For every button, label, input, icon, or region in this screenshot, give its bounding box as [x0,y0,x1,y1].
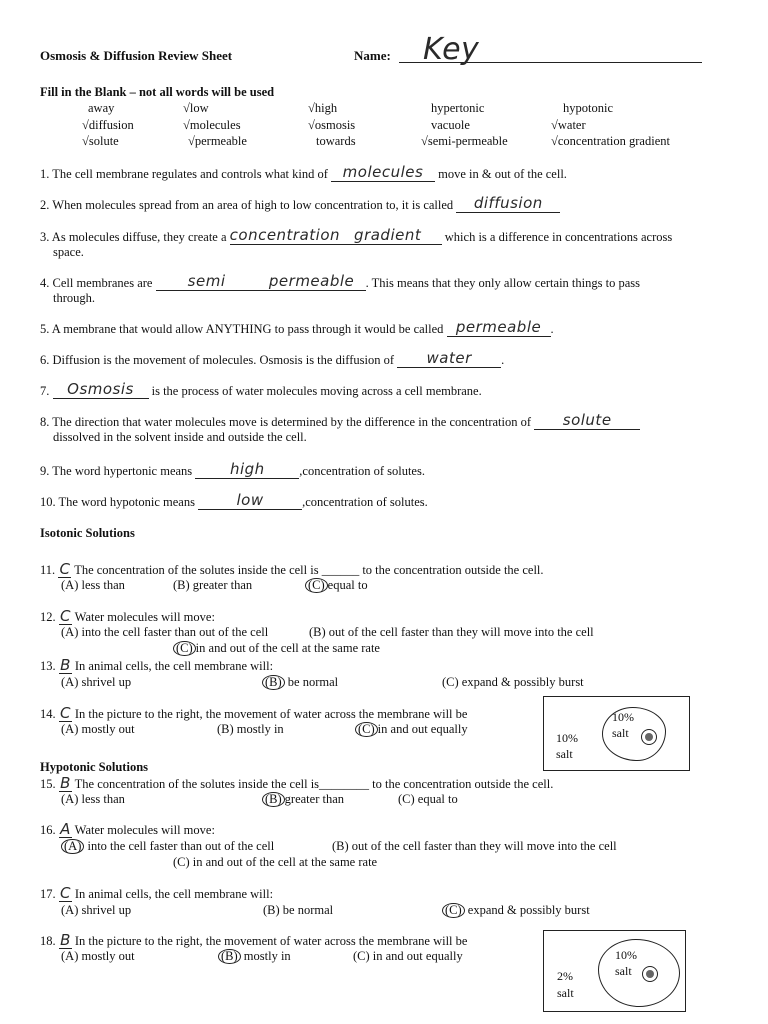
name-label: Name: [354,48,391,63]
option-c[interactable]: (C) expand & possibly burst [442,675,584,689]
option-a[interactable]: (A) shrivel up [61,903,132,917]
option-b[interactable]: (B) out of the cell faster than they will move into the cell [332,839,617,853]
inside-concentration: 10% [612,710,634,724]
answer-blank[interactable]: B [60,931,71,949]
answer-blank[interactable]: A [60,820,71,838]
question-13: 13. B In animal cells, the cell membrane will: [40,656,274,674]
question-6: 6. Diffusion is the movement of molecules. Osmosis is the diffusion of water . [40,349,505,367]
outside-concentration: 10% [556,731,578,745]
option-a[interactable]: (A) mostly out [61,722,135,736]
question-8-continued: dissolved in the solvent inside and outside the cell. [53,430,307,444]
word-bank-item: √osmosis [308,118,356,132]
option-a[interactable]: (A) into the cell faster than out of the cell [61,625,269,639]
question-11: 11. C The concentration of the solutes inside the cell is ______ to the concentration outside the cell. [40,560,544,578]
inside-solute: salt [615,964,632,978]
answer-blank[interactable]: permeable [447,321,551,337]
question-3-continued: space. [53,245,84,259]
isotonic-heading: Isotonic Solutions [40,526,135,540]
question-3: 3. As molecules diffuse, they create a concentration gradient which is a difference in concentrations across [40,226,673,244]
name-field[interactable] [399,32,702,67]
option-b[interactable]: (B) be normal [263,903,334,917]
question-9: 9. The word hypertonic means high ,concentration of solutes. [40,460,425,478]
word-bank-item: √concentration gradient [551,134,670,148]
word-bank-item: hypertonic [431,101,485,115]
word-bank-item: √low [183,101,209,115]
option-c-selected[interactable]: (C) expand & possibly burst [442,903,590,918]
option-a-selected[interactable]: (A) into the cell faster than out of the cell [61,839,274,854]
question-4-continued: through. [53,291,96,305]
answer-blank[interactable]: C [59,560,71,578]
answer-blank[interactable]: C [60,704,71,722]
word-bank-item: √molecules [183,118,241,132]
question-5: 5. A membrane that would allow ANYTHING to pass through it would be called permeable . [40,318,554,336]
question-1: 1. The cell membrane regulates and controls what kind of molecules move in & out of the cell. [40,163,567,181]
word-bank-item: towards [316,134,356,148]
question-18: 18. B In the picture to the right, the movement of water across the membrane will be [40,931,468,949]
question-15: 15. B The concentration of the solutes inside the cell is________ to the concentration outside the cell. [40,774,554,792]
outside-concentration: 2% [557,969,573,983]
option-b-selected[interactable]: (B) mostly in [218,949,291,964]
option-b-selected[interactable]: (B) greater than [262,792,344,807]
word-bank-item: √high [308,101,338,115]
question-12: 12. C Water molecules will move: [40,607,215,625]
answer-blank[interactable]: concentration [229,226,341,244]
question-4: 4. Cell membranes are semi permeable . This means that they only allow certain things to pass [40,272,640,290]
inside-concentration: 10% [615,948,637,962]
outside-solute: salt [556,747,573,761]
question-14: 14. C In the picture to the right, the movement of water across the membrane will be [40,704,468,722]
word-bank-item: √water [551,118,586,132]
option-c[interactable]: (C) in and out equally [353,949,463,963]
option-a[interactable]: (A) less than [61,578,125,592]
answer-blank[interactable]: Osmosis [53,383,149,399]
answer-blank[interactable]: water [397,352,501,368]
answer-blank[interactable]: molecules [331,166,435,182]
answer-blank[interactable]: solute [534,414,640,430]
answer-blank[interactable]: low [198,494,302,510]
word-bank-heading: Fill in the Blank – not all words will be used [40,85,275,99]
worksheet-title: Osmosis & Diffusion Review Sheet [40,48,233,63]
option-a[interactable]: (A) mostly out [61,949,135,963]
nucleus-icon [641,729,657,745]
answer-blank[interactable]: semi [156,275,258,291]
option-a[interactable]: (A) shrivel up [61,675,132,689]
option-b[interactable]: (B) out of the cell faster than they will move into the cell [309,625,594,639]
cell-membrane [598,939,680,1007]
hypotonic-heading: Hypotonic Solutions [40,760,149,774]
question-2: 2. When molecules spread from an area of high to low concentration to, it is called diffusion [40,197,560,213]
word-bank-item: hypotonic [563,101,613,115]
hypotonic-diagram [543,930,686,1012]
option-c-selected[interactable]: (C) in and out equally [355,722,468,737]
word-bank-item: √diffusion [82,118,134,132]
option-c[interactable]: (C) in and out of the cell at the same rate [173,855,378,869]
question-17: 17. C In animal cells, the cell membrane will: [40,884,274,902]
name-value: Key [423,32,480,67]
answer-blank[interactable]: permeable [258,275,366,291]
isotonic-diagram [543,696,690,771]
option-c-selected[interactable]: (C) equal to [305,578,368,593]
cell-membrane [602,707,666,761]
word-bank-item: √semi-permeable [421,134,508,148]
answer-blank[interactable]: gradient [334,229,442,245]
question-8: 8. The direction that water molecules move is determined by the difference in the concentration of solute [40,414,640,430]
word-bank-item: √permeable [188,134,247,148]
question-7: 7. Osmosis is the process of water molecules moving across a cell membrane. [40,380,482,398]
word-bank-item: √solute [82,134,119,148]
option-b[interactable]: (B) mostly in [217,722,284,736]
option-b[interactable]: (B) greater than [173,578,253,592]
option-c-selected[interactable]: (C) in and out of the cell at the same rate [173,641,380,656]
answer-blank[interactable]: B [60,656,71,674]
answer-blank[interactable]: C [60,607,71,625]
option-a[interactable]: (A) less than [61,792,125,806]
option-c[interactable]: (C) equal to [398,792,458,806]
question-10: 10. The word hypotonic means low ,concentration of solutes. [40,491,428,509]
word-bank-item: away [88,101,115,115]
answer-blank[interactable]: B [60,774,71,792]
answer-blank[interactable]: C [60,884,71,902]
outside-solute: salt [557,986,574,1000]
answer-blank[interactable]: high [195,463,299,479]
nucleus-icon [642,966,658,982]
word-bank-item: vacuole [431,118,470,132]
inside-solute: salt [612,726,629,740]
answer-blank[interactable]: diffusion [456,197,560,213]
option-b-selected[interactable]: (B) be normal [262,675,338,690]
question-16: 16. A Water molecules will move: [40,820,215,838]
